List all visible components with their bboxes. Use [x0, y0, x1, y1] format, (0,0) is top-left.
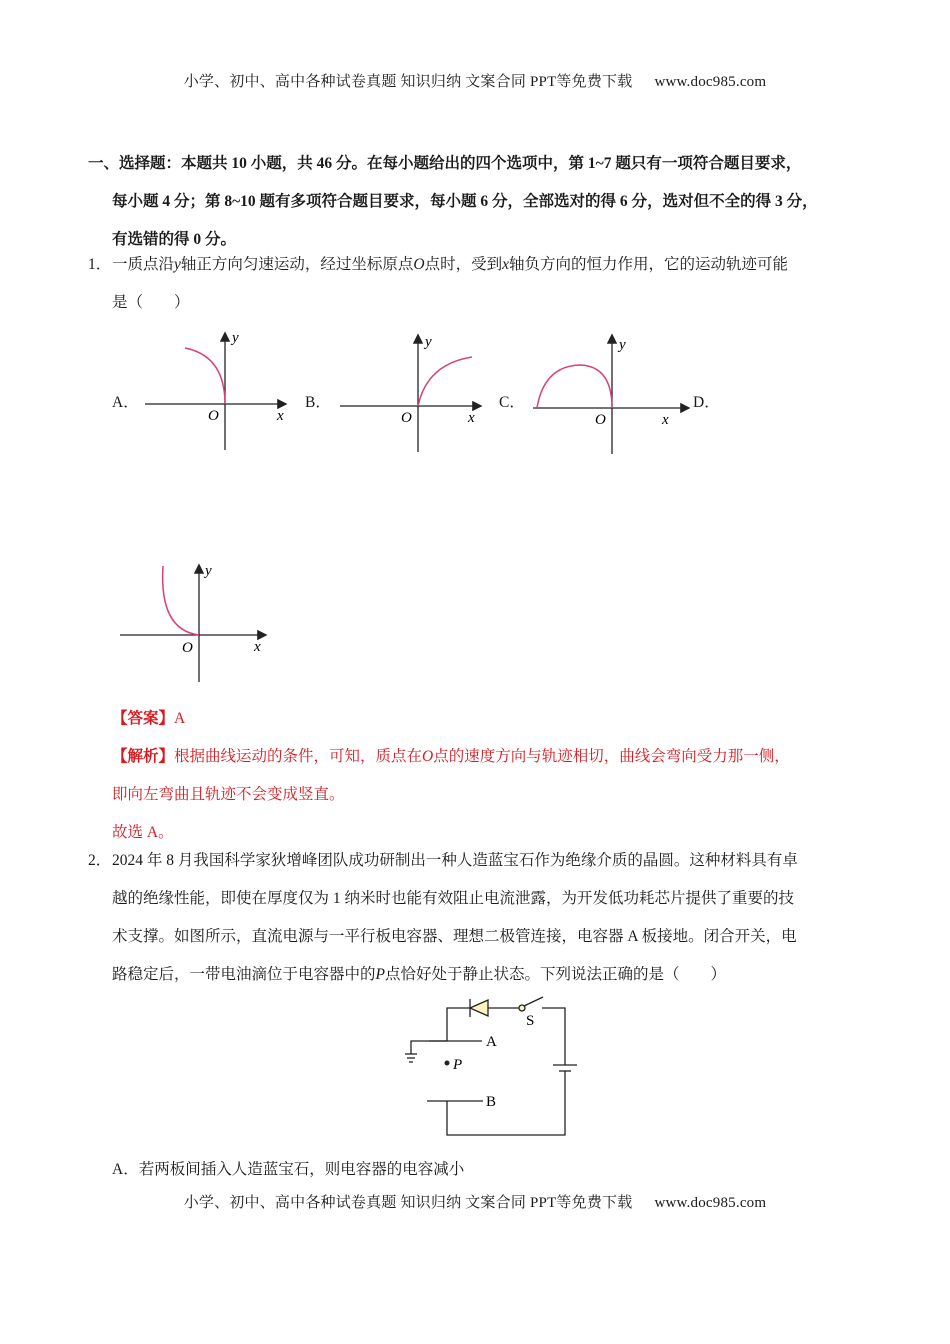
svg-text:P: P [453, 1057, 463, 1073]
trajectory-curve [185, 348, 225, 404]
q2-line-3: 术支撑。如图所示，直流电源与一平行板电容器、理想二极管连接，电容器 A 板接地。闭合开关，电 [112, 928, 797, 945]
circuit-diagram [395, 993, 585, 1141]
oil-drop-point [445, 1061, 450, 1066]
svg-text:x: x [277, 408, 284, 424]
var-y: y [174, 256, 181, 273]
svg-text:y: y [425, 334, 432, 350]
option-c-label[interactable]: C． [499, 394, 525, 411]
svg-text:O: O [208, 408, 219, 424]
q2-line-2: 越的绝缘性能，即使在厚度仅为 1 纳米时也能有效阻止电流泄露，为开发低功耗芯片提供了重要的技 [112, 890, 795, 907]
var-o: O [422, 748, 434, 765]
header-text: 小学、初中、高中各种试卷真题 知识归纳 文案合同 PPT等免费下载 [183, 74, 633, 90]
question-1 [88, 246, 868, 322]
answer-value: A [174, 710, 186, 727]
section-title [88, 145, 868, 259]
svg-text:x: x [662, 412, 669, 428]
var-x: x [502, 256, 510, 273]
q1-text: 点时，受到 [424, 256, 503, 273]
trajectory-curve [163, 566, 199, 635]
svg-text:A: A [486, 1034, 497, 1050]
q1-line-2: 是（ ） [112, 294, 190, 311]
question-2 [88, 842, 868, 994]
footer-url[interactable]: www.doc985.com [654, 1195, 767, 1211]
q2-text: 路稳定后，一带电油滴位于电容器中的 [112, 966, 376, 983]
question-number: 2． [88, 852, 112, 869]
graph-option-b [335, 328, 495, 453]
q2-line-4 [88, 956, 868, 994]
option-d-label[interactable]: D． [693, 394, 720, 411]
analysis-line-1 [112, 738, 872, 776]
svg-text:x: x [254, 639, 261, 655]
answer-tag: 【答案】 [112, 710, 175, 727]
q2-option-a[interactable]: A．若两板间插入人造蓝宝石，则电容器的电容减小 [112, 1161, 465, 1178]
q1-text: 一质点沿 [112, 256, 175, 273]
analysis-text: 根据曲线运动的条件，可知，质点在 [174, 748, 423, 765]
section-line-3: 有选错的得 0 分。 [112, 231, 237, 248]
option-b-label[interactable]: B． [305, 394, 331, 411]
q2-text: 点恰好处于静止状态。下列说法正确的是（ ） [384, 966, 726, 983]
graph-option-d [115, 560, 275, 685]
answer-block [112, 700, 872, 852]
q1-text: 轴负方向的恒力作用，它的运动轨迹可能 [509, 256, 789, 273]
analysis-line-2: 即向左弯曲且轨迹不会变成竖直。 [112, 786, 345, 803]
var-o: O [413, 256, 425, 273]
svg-text:y: y [232, 330, 239, 346]
footer-text: 小学、初中、高中各种试卷真题 知识归纳 文案合同 PPT等免费下载 [183, 1195, 633, 1211]
graph-option-a [140, 328, 300, 453]
trajectory-curve [537, 365, 612, 408]
diode-icon [470, 1000, 488, 1016]
q2-line-1: 2024 年 8 月我国科学家狄增峰团队成功研制出一种人造蓝宝石作为绝缘介质的晶圆。这种材料具有卓 [112, 852, 798, 869]
conclusion: 故选 A。 [112, 824, 174, 841]
header-url[interactable]: www.doc985.com [654, 74, 767, 90]
q1-text: 轴正方向匀速运动，经过坐标原点 [180, 256, 414, 273]
switch-icon [524, 997, 543, 1006]
graph-option-c [530, 332, 690, 457]
page-header [0, 70, 950, 91]
svg-text:S: S [526, 1013, 535, 1029]
analysis-tag: 【解析】 [112, 748, 175, 765]
svg-text:x: x [468, 410, 475, 426]
svg-text:O: O [182, 640, 193, 656]
var-p: P [375, 966, 385, 983]
page-footer [0, 1191, 950, 1212]
section-line-1: 一、选择题：本题共 10 小题，共 46 分。在每小题给出的四个选项中，第 1~7 题只有一项符合题目要求， [88, 155, 802, 172]
option-a-label[interactable]: A． [112, 394, 139, 411]
svg-text:y: y [205, 563, 212, 579]
svg-text:O: O [401, 410, 412, 426]
svg-text:O: O [595, 412, 606, 428]
question-number: 1． [88, 256, 112, 273]
answer-line [112, 700, 872, 738]
trajectory-curve [418, 357, 472, 406]
section-line-2: 每小题 4 分；第 8~10 题有多项符合题目要求，每小题 6 分，全部选对的得 6 分，选对但不全的得 3 分， [112, 193, 818, 210]
svg-text:y: y [619, 337, 626, 353]
analysis-text: 点的速度方向与轨迹相切，曲线会弯向受力那一侧， [433, 748, 790, 765]
svg-text:B: B [486, 1094, 497, 1110]
